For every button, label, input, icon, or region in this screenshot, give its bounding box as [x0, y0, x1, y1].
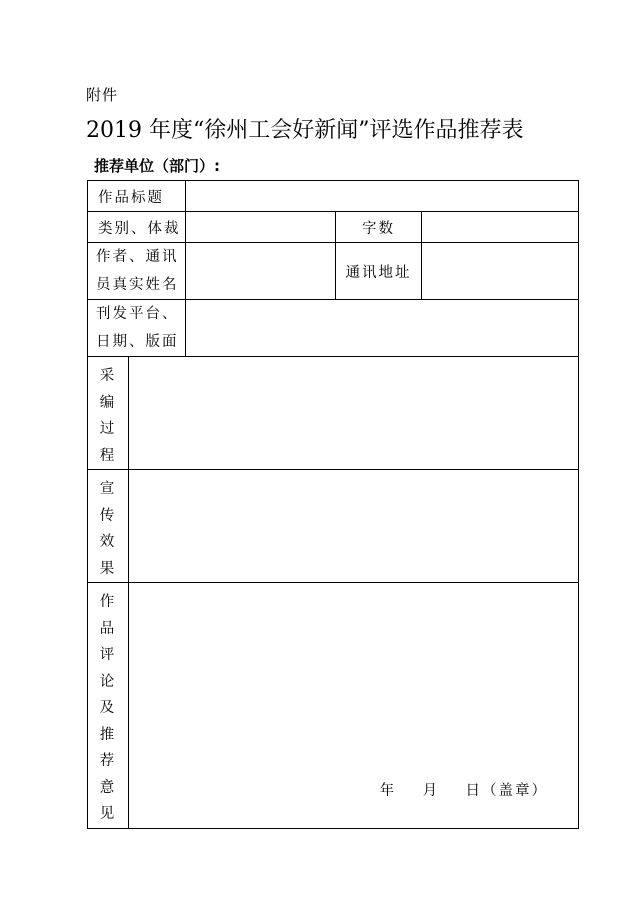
- review-char: 及: [99, 700, 117, 716]
- author-label: [88, 243, 186, 300]
- address-field[interactable]: [422, 243, 579, 300]
- effect-char: 效: [99, 534, 117, 550]
- row-review: [88, 583, 579, 829]
- word-count-label: 字数: [336, 212, 422, 243]
- review-char: 荐: [99, 753, 117, 769]
- recommendation-form-table: [87, 180, 579, 829]
- row-process: [88, 357, 579, 470]
- effect-field[interactable]: [129, 470, 579, 583]
- row-effect: [88, 470, 579, 583]
- effect-char: 果: [99, 560, 117, 577]
- review-char: 品: [99, 620, 117, 637]
- review-char: 意: [99, 779, 117, 796]
- address-label: 通讯地址: [336, 243, 422, 300]
- row-category: [88, 212, 579, 243]
- author-field[interactable]: [186, 243, 336, 300]
- work-title-field[interactable]: [186, 181, 579, 212]
- category-label: 类别、体裁: [88, 212, 186, 243]
- review-char: 作: [99, 594, 117, 610]
- word-count-field[interactable]: [422, 212, 579, 243]
- review-field[interactable]: [129, 583, 579, 829]
- process-char: 编: [99, 394, 117, 411]
- row-work-title: [88, 181, 579, 212]
- author-label-line1: 作者、通讯: [96, 249, 179, 265]
- effect-char: 宣: [99, 481, 117, 497]
- review-char: 推: [99, 726, 117, 743]
- process-char: 程: [99, 447, 117, 464]
- row-platform: [88, 300, 579, 357]
- signature-date-stamp: 年 月 日（盖章）: [379, 782, 549, 799]
- recommending-unit-label: 推荐单位（部门）:: [94, 157, 220, 175]
- review-char: 论: [99, 673, 117, 690]
- process-label: [88, 357, 129, 470]
- attachment-label: 附件: [86, 86, 119, 104]
- process-char: 采: [99, 368, 117, 384]
- review-char: 见: [99, 806, 117, 822]
- effect-char: 传: [99, 507, 117, 524]
- platform-field[interactable]: [186, 300, 579, 357]
- process-char: 过: [99, 421, 117, 437]
- category-field[interactable]: [186, 212, 336, 243]
- row-author: [88, 243, 579, 300]
- work-title-label: 作品标题: [88, 181, 186, 212]
- review-label: [88, 583, 129, 829]
- author-label-line2: 员真实姓名: [96, 277, 179, 293]
- platform-label-line2: 日期、版面: [96, 334, 179, 350]
- platform-label-line1: 刊发平台、: [96, 306, 179, 322]
- process-field[interactable]: [129, 357, 579, 470]
- review-char: 评: [99, 647, 117, 663]
- effect-label: [88, 470, 129, 583]
- page-title: 2019 年度“徐州工会好新闻”评选作品推荐表: [86, 118, 524, 143]
- platform-label: [88, 300, 186, 357]
